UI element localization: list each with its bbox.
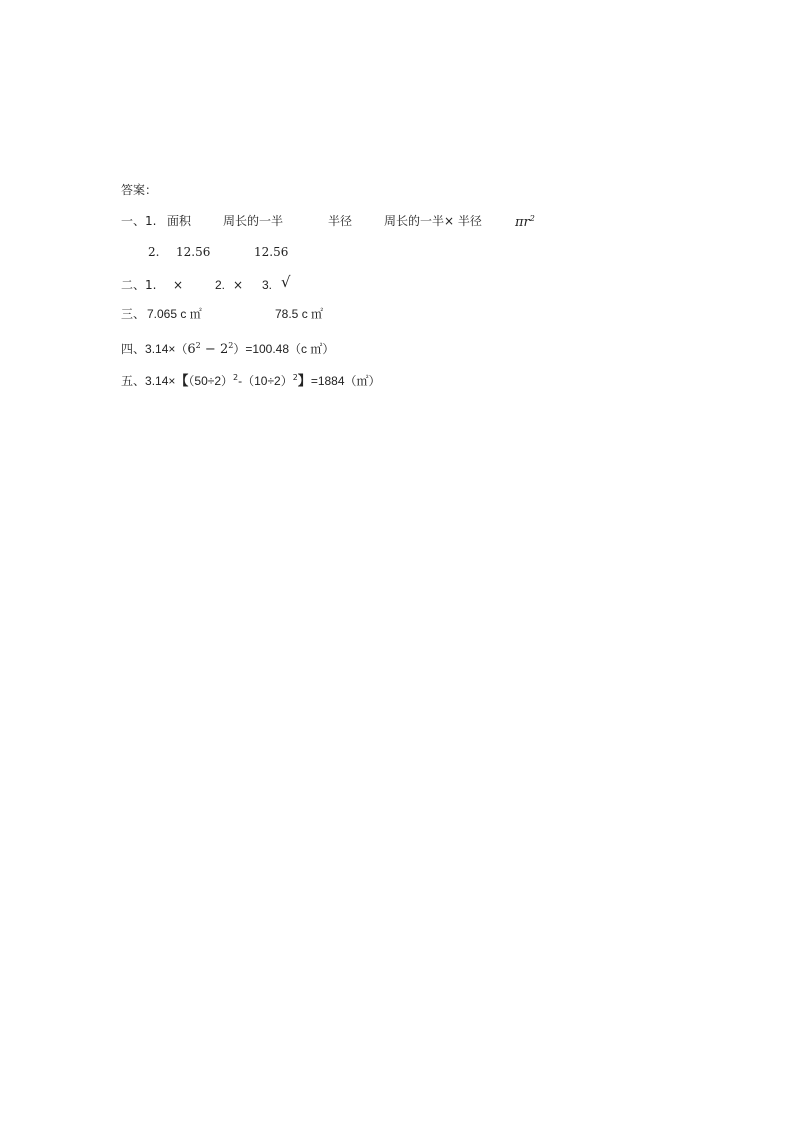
formula-exponent: 2 xyxy=(529,214,535,223)
section-2-item-3-prefix: 3. xyxy=(262,278,273,292)
answer-heading xyxy=(121,182,157,198)
answer-section-1-item-1 xyxy=(121,213,551,229)
section-5-prefix: 五、 xyxy=(121,374,146,388)
section-3-prefix: 三、 xyxy=(121,307,146,321)
section-4-math xyxy=(187,342,233,357)
section-2-item-2-prefix: 2. xyxy=(215,278,226,292)
blank-1-answer: 面积 xyxy=(167,214,192,228)
answer-section-1-item-2 xyxy=(148,244,308,260)
blank-4-answer: 周长的一半× 半径 xyxy=(384,214,482,228)
answer-title: 答案： xyxy=(121,183,158,197)
blank-3-answer: 半径 xyxy=(328,214,353,228)
math-square-2: 2 xyxy=(228,341,234,350)
section-5-part-2: （50÷2） xyxy=(188,374,234,388)
answer-section-2 xyxy=(121,273,321,293)
section-2-answer-3: √ xyxy=(281,273,291,291)
answer-section-3 xyxy=(121,306,341,322)
section-5-part-4: =1884（㎡） xyxy=(310,374,381,388)
section-3-value-1: 7.065 c ㎡ xyxy=(147,307,202,321)
section-5-left-bracket: 【 xyxy=(175,374,189,389)
section-3-value-2: 78.5 c ㎡ xyxy=(275,307,324,321)
area-formula xyxy=(515,211,535,231)
answer-section-4 xyxy=(121,338,334,358)
section-2-answer-1: × xyxy=(173,278,184,292)
formula-base: πr xyxy=(515,215,530,230)
section-2-answer-2: × xyxy=(233,278,244,292)
section-5-part-1: 3.14× xyxy=(145,374,176,388)
section-2-prefix: 二、1. xyxy=(121,278,157,292)
section-4-expr-end: ）=100.48（c ㎡） xyxy=(233,342,335,356)
section-1-prefix: 一、1. xyxy=(121,214,157,228)
answer-section-5 xyxy=(121,370,381,390)
math-six: 6 xyxy=(187,342,196,357)
section-5-part-3: -（10÷2） xyxy=(238,374,293,388)
item-2-value-2: 12.56 xyxy=(254,245,289,259)
item-2-value-1: 12.56 xyxy=(176,245,211,259)
section-4-expr-start: 3.14×（ xyxy=(145,342,188,356)
blank-2-answer: 周长的一半 xyxy=(223,214,284,228)
item-2-prefix: 2. xyxy=(148,245,160,259)
section-5-square-1: 2 xyxy=(233,373,239,382)
math-square-1: 2 xyxy=(195,341,201,350)
section-5-right-bracket: 】 xyxy=(297,374,311,389)
math-two: 2 xyxy=(219,342,229,357)
section-4-prefix: 四、 xyxy=(121,342,146,356)
math-minus: − xyxy=(200,342,220,357)
section-5-square-2: 2 xyxy=(292,373,298,382)
